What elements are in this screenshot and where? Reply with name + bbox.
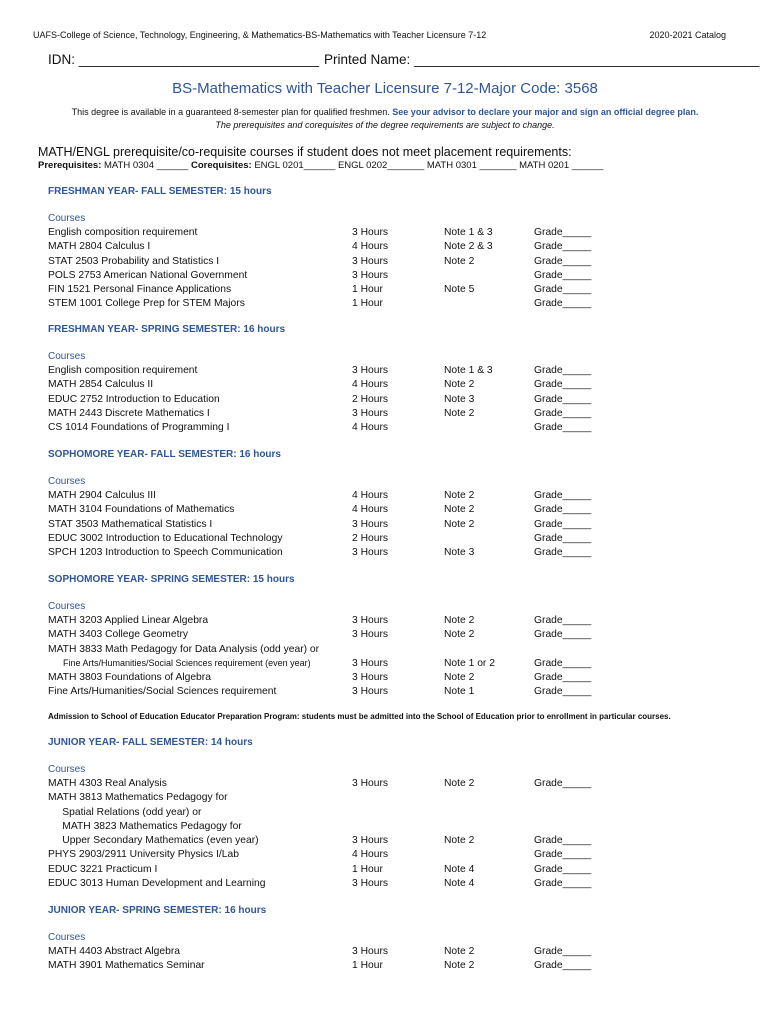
course-note: Note 4 xyxy=(444,863,475,875)
course-row xyxy=(48,533,748,547)
course-row xyxy=(48,849,748,863)
course-hours: 3 Hours xyxy=(352,657,389,669)
course-row xyxy=(48,284,748,298)
grade-field[interactable]: Grade_____ xyxy=(534,518,592,530)
course-name: MATH 3203 Applied Linear Algebra xyxy=(48,615,209,626)
course-name: STEM 1001 College Prep for STEM Majors xyxy=(48,298,245,310)
grade-field[interactable]: Grade_____ xyxy=(534,849,592,861)
course-row xyxy=(48,394,748,408)
course-hours: 3 Hours xyxy=(352,672,389,684)
course-note: Note 3 xyxy=(444,547,475,559)
id-row xyxy=(48,52,760,67)
course-name: PHYS 2903/2911 University Physics I/Lab xyxy=(48,849,239,861)
admission-note: Admission to School of Education Educator Preparation Program: students must be admitted into the School of Education prior to enrollment in particular courses. xyxy=(48,712,671,721)
course-hours: 2 Hours xyxy=(352,532,389,544)
course-note: Note 2 xyxy=(444,518,475,530)
course-row xyxy=(48,946,748,960)
course-hours: 3 Hours xyxy=(352,547,389,559)
grade-field[interactable]: Grade_____ xyxy=(534,835,592,847)
grade-field[interactable]: Grade_____ xyxy=(534,407,592,419)
course-hours: 3 Hours xyxy=(352,407,389,419)
grade-field[interactable]: Grade_____ xyxy=(534,504,592,516)
grade-field[interactable]: Grade_____ xyxy=(534,547,592,559)
page-title: BS-Mathematics with Teacher Licensure 7-12-Major Code: 3568 xyxy=(172,80,598,97)
course-name: CS 1014 Foundations of Programming I xyxy=(48,422,230,434)
course-note: Note 1 xyxy=(444,686,475,698)
course-hours: 4 Hours xyxy=(352,849,389,861)
course-name: MATH 3403 College Geometry xyxy=(48,629,189,641)
course-row xyxy=(48,672,748,686)
header-catalog: 2020-2021 Catalog xyxy=(649,30,726,40)
course-note: Note 2 xyxy=(444,407,475,419)
semester-heading: JUNIOR YEAR- FALL SEMESTER: 14 hours xyxy=(48,737,253,748)
coreq-label: Corequisites: xyxy=(190,160,252,171)
course-row xyxy=(48,379,748,393)
course-hours: 3 Hours xyxy=(352,878,389,890)
prereq-heading: MATH/ENGL prerequisite/co-requisite courses if student does not meet placement requirements: xyxy=(38,145,572,159)
semester-heading: FRESHMAN YEAR- SPRING SEMESTER: 16 hours xyxy=(48,324,286,335)
courses-label: Courses xyxy=(48,932,86,943)
course-note: Note 3 xyxy=(444,393,475,405)
course-name: Fine Arts/Humanities/Social Sciences requirement xyxy=(48,686,277,698)
course-name: MATH 3823 Mathematics Pedagogy for xyxy=(48,820,242,832)
course-hours: 3 Hours xyxy=(352,269,389,281)
course-name: EDUC 3013 Human Development and Learning xyxy=(48,878,266,890)
course-name: POLS 2753 American National Government xyxy=(48,269,248,281)
prereq-value: MATH 0304 ______ xyxy=(101,160,191,171)
course-note: Note 1 or 2 xyxy=(444,657,495,669)
courses-label: Courses xyxy=(48,213,86,224)
course-hours: 4 Hours xyxy=(352,379,389,391)
course-row xyxy=(48,960,748,974)
course-name: English composition requirement xyxy=(48,365,198,376)
course-name: MATH 4303 Real Analysis xyxy=(48,778,167,789)
grade-field[interactable]: Grade_____ xyxy=(534,490,592,501)
course-hours: 3 Hours xyxy=(352,629,389,641)
course-name: FIN 1521 Personal Finance Applications xyxy=(48,284,232,296)
course-hours: 4 Hours xyxy=(352,490,389,501)
semester-block xyxy=(48,324,748,436)
course-note: Note 2 xyxy=(444,255,475,267)
intro-line-2: The prerequisites and corequisites of the degree requirements are subject to change. xyxy=(215,120,555,130)
course-name: Spatial Relations (odd year) or xyxy=(48,806,202,818)
coreq-value: ENGL 0201______ ENGL 0202_______ MATH 0301 _______ MATH 0201 ______ xyxy=(251,160,604,171)
course-note: Note 2 xyxy=(444,504,475,516)
course-name: STAT 2503 Probability and Statistics I xyxy=(48,255,220,267)
course-name: MATH 3813 Mathematics Pedagogy for xyxy=(48,792,228,804)
course-hours: 3 Hours xyxy=(352,615,389,626)
course-row xyxy=(48,490,748,504)
grade-field[interactable]: Grade_____ xyxy=(534,298,592,310)
course-note: Note 1 & 3 xyxy=(444,365,493,376)
course-note: Note 2 xyxy=(444,960,475,972)
courses-label: Courses xyxy=(48,351,86,362)
course-note: Note 2 & 3 xyxy=(444,241,493,253)
course-hours: 3 Hours xyxy=(352,365,389,376)
course-name: MATH 2854 Calculus II xyxy=(48,379,154,391)
course-row xyxy=(48,241,748,255)
course-row xyxy=(48,864,748,878)
course-row xyxy=(48,821,748,835)
grade-field[interactable]: Grade_____ xyxy=(534,284,592,296)
course-name: MATH 3901 Mathematics Seminar xyxy=(48,960,205,972)
grade-field[interactable]: Grade_____ xyxy=(534,863,592,875)
course-note: Note 5 xyxy=(444,284,475,296)
course-hours: 1 Hour xyxy=(352,863,383,875)
course-row xyxy=(48,807,748,821)
course-row xyxy=(48,270,748,284)
courses-label: Courses xyxy=(48,601,86,612)
grade-field[interactable]: Grade_____ xyxy=(534,657,592,669)
course-hours: 3 Hours xyxy=(352,686,389,698)
course-name: MATH 2904 Calculus III xyxy=(48,490,156,501)
course-hours: 3 Hours xyxy=(352,518,389,530)
course-note: Note 2 xyxy=(444,490,475,501)
course-note: Note 2 xyxy=(444,946,475,957)
grade-field[interactable]: Grade_____ xyxy=(534,778,592,789)
semester-block xyxy=(48,186,748,313)
course-note: Note 1 & 3 xyxy=(444,227,493,238)
grade-field[interactable]: Grade_____ xyxy=(534,878,592,890)
semester-block xyxy=(48,574,748,701)
course-note: Note 2 xyxy=(444,672,475,684)
course-name: EDUC 3002 Introduction to Educational Technology xyxy=(48,532,283,544)
grade-field[interactable]: Grade_____ xyxy=(534,365,592,376)
semester-heading: JUNIOR YEAR- SPRING SEMESTER: 16 hours xyxy=(48,905,267,916)
course-row xyxy=(48,835,748,849)
course-hours: 2 Hours xyxy=(352,393,389,405)
course-note: Note 4 xyxy=(444,878,475,890)
course-name: MATH 3803 Foundations of Algebra xyxy=(48,672,211,684)
course-row xyxy=(48,615,748,629)
course-hours: 4 Hours xyxy=(352,504,389,516)
page-header xyxy=(33,30,726,40)
course-note: Note 2 xyxy=(444,629,475,641)
intro-plain: This degree is available in a guaranteed 8-semester plan for qualified freshmen. xyxy=(71,107,393,117)
course-name: EDUC 3221 Practicum I xyxy=(48,863,158,875)
grade-field[interactable]: Grade_____ xyxy=(534,241,592,253)
course-row xyxy=(48,298,748,312)
course-name: MATH 4403 Abstract Algebra xyxy=(48,946,181,957)
course-name: MATH 2443 Discrete Mathematics I xyxy=(48,407,210,419)
prereq-line xyxy=(38,160,603,171)
course-hours: 1 Hour xyxy=(352,284,383,296)
course-row xyxy=(48,658,748,672)
course-note: Note 2 xyxy=(444,835,475,847)
course-hours: 4 Hours xyxy=(352,241,389,253)
course-row xyxy=(48,644,748,658)
grade-field[interactable]: Grade_____ xyxy=(534,615,592,626)
prereq-label: Prerequisites: xyxy=(38,160,102,171)
printed-name-field[interactable]: Printed Name: ______________________________________________ xyxy=(324,52,760,67)
grade-field[interactable]: Grade_____ xyxy=(534,255,592,267)
grade-field[interactable]: Grade_____ xyxy=(534,269,592,281)
courses-label: Courses xyxy=(48,476,86,487)
course-row xyxy=(48,778,748,792)
course-note: Note 2 xyxy=(444,778,475,789)
course-row xyxy=(48,227,748,241)
course-name: SPCH 1203 Introduction to Speech Communication xyxy=(48,547,283,559)
grade-field[interactable]: Grade_____ xyxy=(534,532,592,544)
grade-field[interactable]: Grade_____ xyxy=(534,227,592,238)
grade-field[interactable]: Grade_____ xyxy=(534,672,592,684)
grade-field[interactable]: Grade_____ xyxy=(534,946,592,957)
course-row xyxy=(48,256,748,270)
grade-field[interactable]: Grade_____ xyxy=(534,393,592,405)
course-hours: 3 Hours xyxy=(352,835,389,847)
grade-field[interactable]: Grade_____ xyxy=(534,686,592,698)
grade-field[interactable]: Grade_____ xyxy=(534,422,592,434)
course-hours: 1 Hour xyxy=(352,960,383,972)
course-name: Upper Secondary Mathematics (even year) xyxy=(48,835,259,847)
course-hours: 4 Hours xyxy=(352,422,389,434)
course-note: Note 2 xyxy=(444,615,475,626)
header-program: UAFS-College of Science, Technology, Engineering, & Mathematics-BS-Mathematics with Teacher Licensure 7-12 xyxy=(33,30,487,40)
semester-heading: SOPHOMORE YEAR- SPRING SEMESTER: 15 hours xyxy=(48,574,295,585)
course-name: EDUC 2752 Introduction to Education xyxy=(48,393,220,405)
course-row xyxy=(48,365,748,379)
course-hours: 3 Hours xyxy=(352,778,389,789)
course-row xyxy=(48,422,748,436)
grade-field[interactable]: Grade_____ xyxy=(534,379,592,391)
semester-heading: SOPHOMORE YEAR- FALL SEMESTER: 16 hours xyxy=(48,449,281,460)
course-row xyxy=(48,878,748,892)
course-row xyxy=(48,504,748,518)
grade-field[interactable]: Grade_____ xyxy=(534,960,592,972)
course-row xyxy=(48,408,748,422)
courses-label: Courses xyxy=(48,764,86,775)
course-hours: 3 Hours xyxy=(352,227,389,238)
semester-block xyxy=(48,737,748,892)
intro-advisor-note: See your advisor to declare your major and sign an official degree plan. xyxy=(392,107,699,117)
semester-heading: FRESHMAN YEAR- FALL SEMESTER: 15 hours xyxy=(48,186,272,197)
course-note: Note 2 xyxy=(444,379,475,391)
grade-field[interactable]: Grade_____ xyxy=(534,629,592,641)
course-row xyxy=(48,547,748,561)
course-name: English composition requirement xyxy=(48,227,198,238)
course-name: STAT 3503 Mathematical Statistics I xyxy=(48,518,213,530)
course-name: MATH 3104 Foundations of Mathematics xyxy=(48,504,235,516)
course-hours: 3 Hours xyxy=(352,255,389,267)
idn-field[interactable]: IDN: ________________________________ xyxy=(48,52,320,67)
course-hours: 3 Hours xyxy=(352,946,389,957)
semester-block xyxy=(48,905,748,975)
semester-block xyxy=(48,449,748,561)
course-row xyxy=(48,686,748,700)
course-name: MATH 2804 Calculus I xyxy=(48,241,151,253)
course-name: Fine Arts/Humanities/Social Sciences requirement (even year) xyxy=(48,657,311,668)
course-name: MATH 3833 Math Pedagogy for Data Analysis (odd year) or xyxy=(48,643,320,655)
course-row xyxy=(48,792,748,806)
intro-line-1 xyxy=(0,107,770,117)
course-row xyxy=(48,629,748,643)
course-row xyxy=(48,519,748,533)
course-hours: 1 Hour xyxy=(352,298,383,310)
